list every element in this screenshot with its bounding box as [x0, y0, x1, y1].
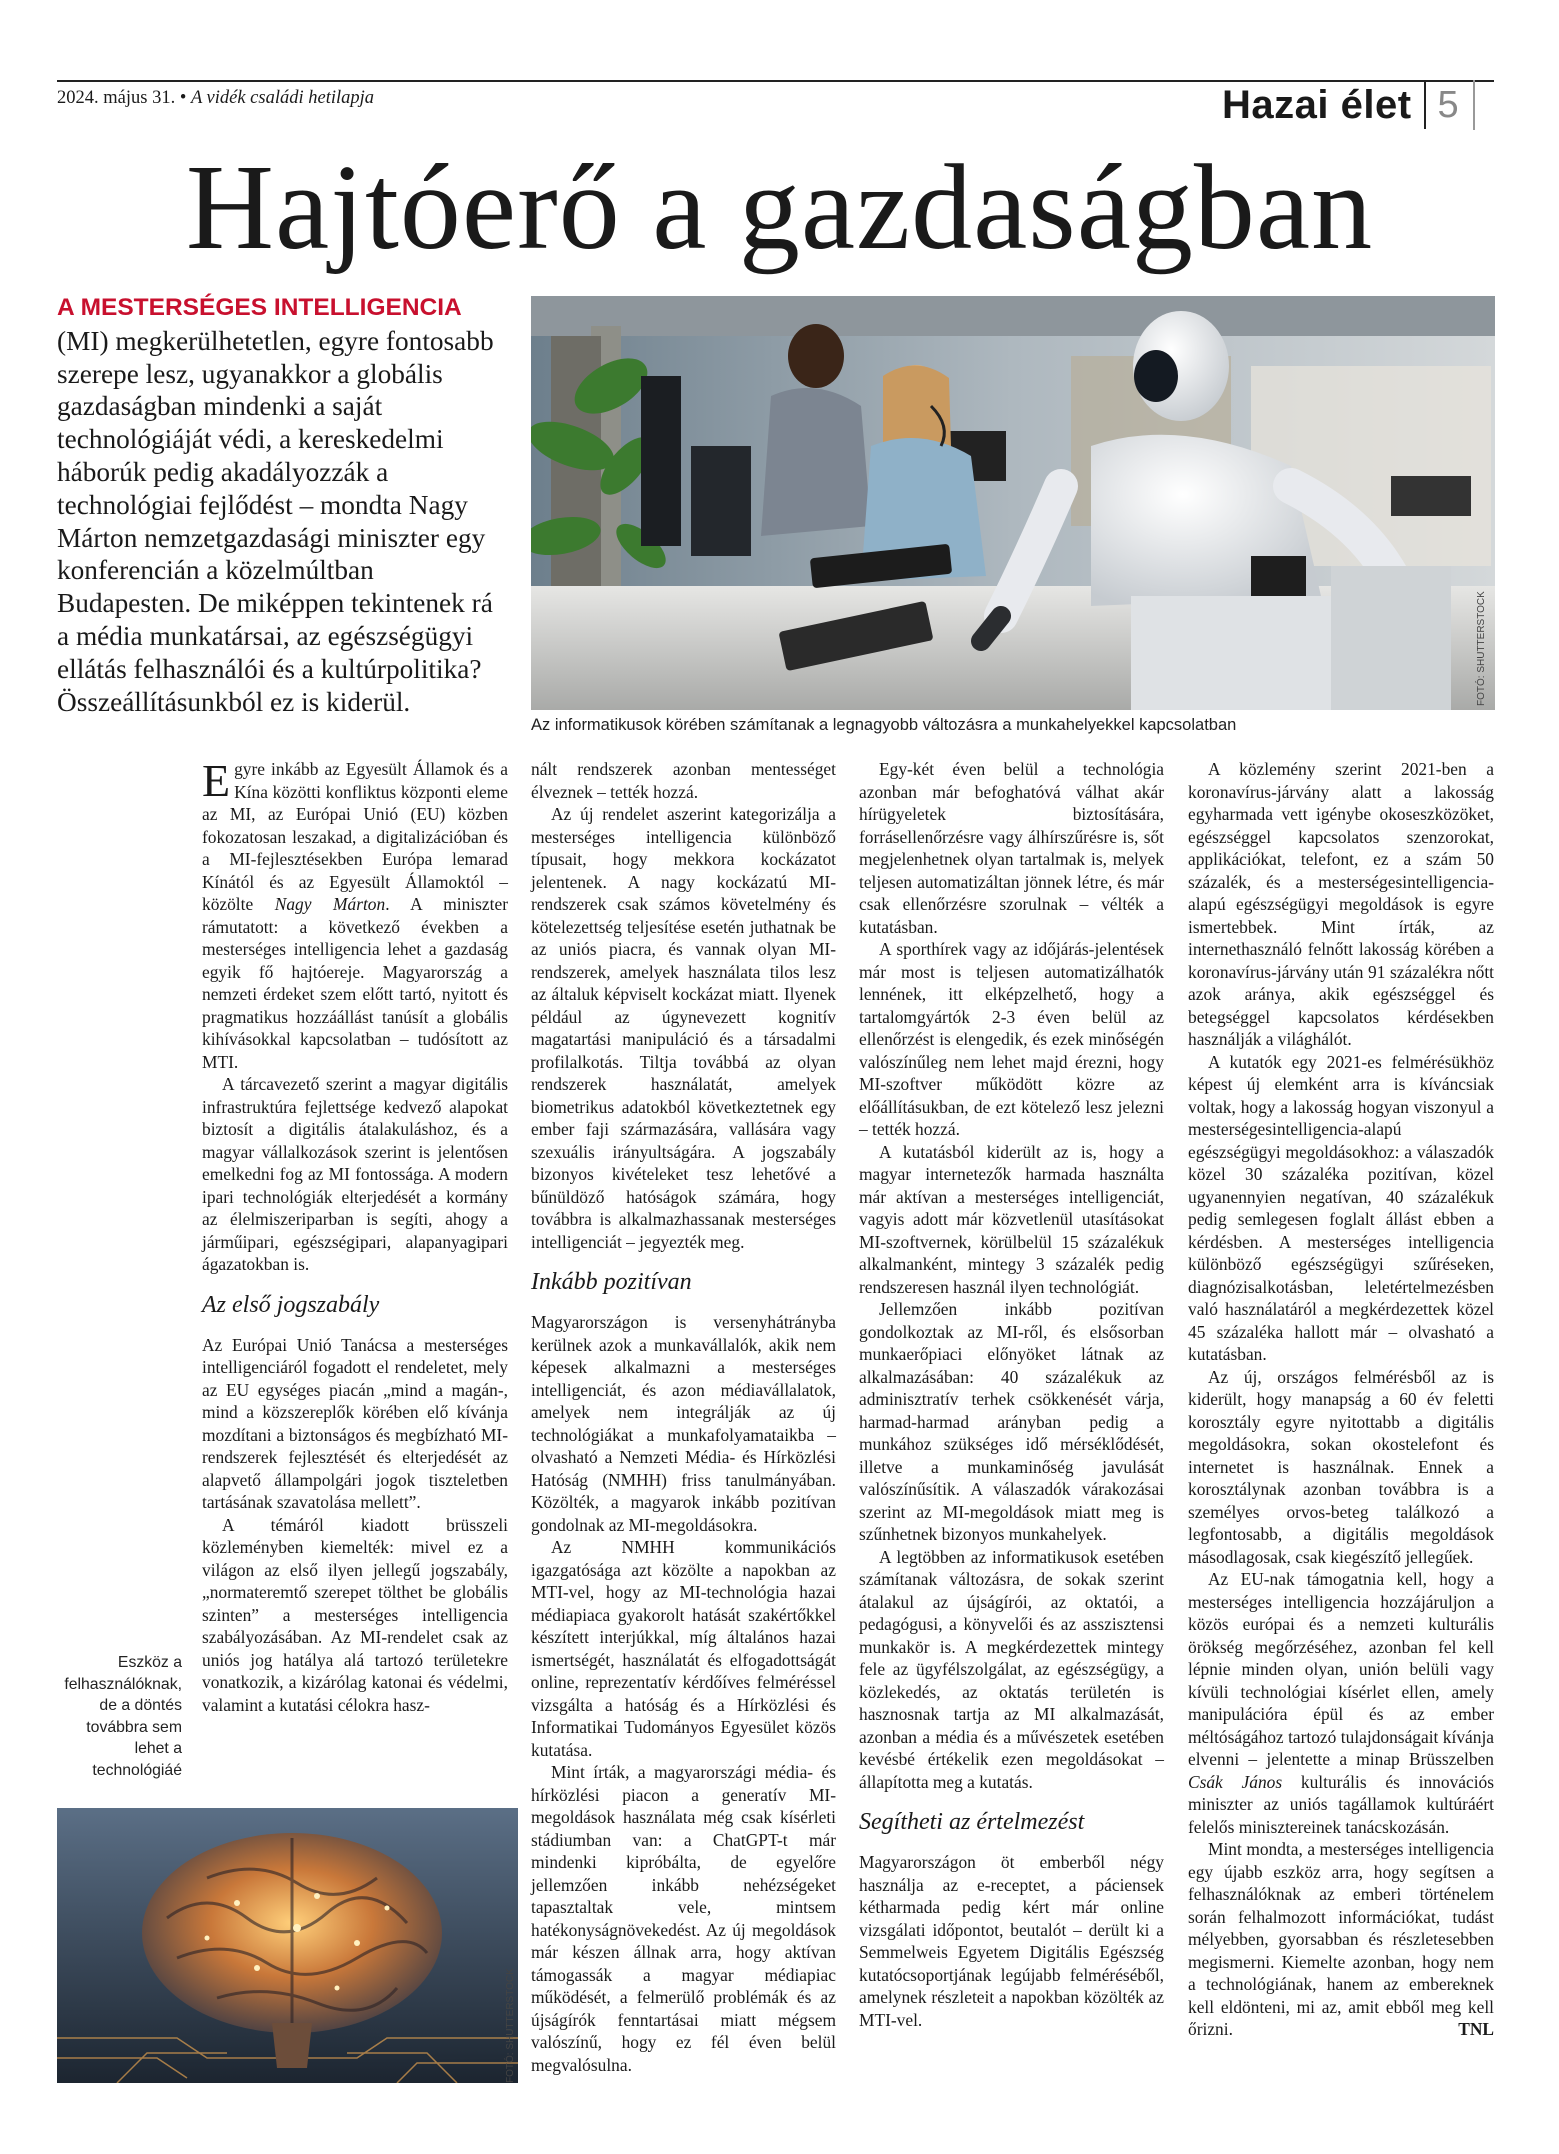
paragraph: Az NMHH kommunikációs igazgatósága azt közölte a napokban az MTI-vel, hogy az MI-technológia hazai médiapiaca gyakorolt hatását szakértőkkel készített interjúkkal, míg általános hazai ismertségét, használatát és elfogadottságát online, reprezentatív kérdőíves felméréssel vizsgálta a hatóság és a Hírközlési és Informatikai Tudományos Egyesület közös kutatása.	[531, 1537, 836, 1760]
main-photo-caption: Az informatikusok körében számítanak a legnagyobb változásra a munkahelyekkel kapcsolatban	[531, 716, 1237, 734]
page-number-divider	[1424, 81, 1426, 129]
paragraph: A tárcavezető szerint a magyar digitális infrastruktúra fejlettsége kedvező alapokat biztosít a digitális átalakuláshoz, és a magyar vállalkozások szerint is jelentősen emelkedni fog az MI fontossága. A modern ipari technológiák elterjedését a kormány az élelmiszeriparban is segíti, ahogy a járműipari, egészségipari, alapanyagipari ágazatokban is.	[202, 1074, 508, 1274]
paragraph: Egy-két éven belül a technológia azonban már befoghatóvá válhat akár hírügyeletek biztosítására, forrásellenőrzésre vagy álhírszűrésre is, sőt megjelenhetnek olyan tartalmak is, melyek teljesen automatizáltan jönnek létre, és már csak ellenőrzésre szorulnak – vélték a kutatásban.	[859, 759, 1164, 937]
paragraph: A témáról kiadott brüsszeli közleményben kiemelték: mivel ez a világon az első ilyen jellegű jogszabály, „normateremtő szerepet tölthet be globális szinten” a mesterséges intelligencia szabályozásában. Az MI-rendelet csak az uniós jog hatálya alá tartozó területekre vonatkozik, a kizárólag katonai és védelmi, valamint a kutatási célokra hasz-	[202, 1514, 508, 1715]
paragraph: A legtöbben az informatikusok esetében számítanak változásra, de sokak szerint átalakul az újságírói, az oktatói, a pedagógusi, a könyvelői és az asszisztensi munkakör is. A megkérdezettek mintegy fele az ügyfélszolgálat, az egészségügy, a közlekedés, az oktatás területén is hasznosnak tartja az MI alkalmazását, azonban a média és a művészetek esetében kevésbé értékelik ezen megoldásokat – állapította meg a kutatás.	[859, 1546, 1164, 1792]
column-4	[1188, 758, 1494, 2041]
section-header	[1222, 80, 1475, 130]
lead-kicker: A MESTERSÉGES INTELLIGENCIA	[57, 294, 462, 321]
paragraph: Magyarországon is versenyhátrányba kerülnek azok a munkavállalók, akik nem képesek alkalmazni a mesterséges intelligenciát, és azon médiavállalatok, amelyek nem integrálják az új technológiákat a munkafolyamataikba – olvasható a Nemzeti Média- és Hírközlési Hatóság (NMHH) friss tanulmányában. Közölték, a magyarok inkább pozitívan gondolnak az MI-megoldásokra.	[531, 1312, 836, 1535]
subheading: Az első jogszabály	[202, 1291, 380, 1318]
paragraph: Az Európai Unió Tanácsa a mesterséges intelligenciáról fogadott el rendeletet, mely az EU egységes piacán „mind a magán-, mind a közszereplők körében elő kívánja mozdítani a biztonságos és megbízható MI-rendszerek fejlesztését és elterjedését az alapvető állampolgári jogok tiszteletben tartásának szavatolása mellett”.	[202, 1334, 508, 1512]
paragraph: Mint írták, a magyarországi média- és hírközlési piacon a generatív MI-megoldások használata még csak kísérleti stádiumban van: a ChatGPT-t már mindenki kipróbálta, de egyelőre jellemzően inkább nehézségeket tapasztaltak vele, mintsem hatékonyságnövekedést. Az új megoldások már készen állnak arra, hogy aktívan támogassák a magyar médiapiac működését, a felmerülő problémák és az újságírók fenntartásai miatt mégsem valószínű, hogy ez fél éven belül megvalósulna.	[531, 1762, 836, 2075]
paragraph: Az új rendelet aszerint kategorizálja a mesterséges intelligencia különböző típusait, hogy mekkora kockázatot jelentenek. A nagy kockázatú MI-rendszerek csak számos követelmény és kötelezettség teljesítése esetén juthatnak be az uniós piacra, és vannak olyan MI-rendszerek, amelyek használata tilos lesz az általuk képviselt kockázat miatt. Ilyenek például az úgynevezett kognitív magatartási manipuláció és a társadalmi profilalkotás. Tiltja továbbá az olyan rendszerek használatát, amelyek biometrikus adatokból következtetnek egy ember faji származására, vallására vagy szexuális irányultságára. A jogszabály bizonyos kivételeket tesz lehetővé a bűnüldöző hatóságok számára, hogy továbbra is alkalmazhassanak mesterséges intelligenciát – jegyezték meg.	[531, 804, 836, 1252]
column-3	[859, 758, 1164, 2031]
circuit-brain-illustration	[57, 1808, 518, 2083]
subheading: Segítheti az értelmezést	[859, 1809, 1085, 1835]
bullet: •	[179, 88, 187, 108]
person-name: Nagy Márton	[274, 894, 386, 914]
issue-date: 2024. május 31.	[57, 88, 176, 108]
paragraph: A kutatásból kiderült az is, hogy a magyar internetezők harmada használta már aktívan a mesterséges intelligenciát, vagyis adott már közvetlenül utasításokat MI-szoftvernek, körülbelül 15 százalékuk alkalmanként, mintegy 3 százalék pedig rendszeresen használ ilyen technológiát.	[859, 1141, 1164, 1297]
paragraph: A kutatók egy 2021-es felmérésükhöz képest új elemként arra is kíváncsiak voltak, hogy a lakosság hogyan viszonyul a mesterségesintelligencia-alapú egészségügyi megoldásokhoz: a válaszadók közel 30 százaléka pozitívan, közel ugyanennyien negatívan, 40 százalékuk pedig semlegesen foglalt állást ebben a kérdésben. A mesterséges intelligencia különböző egészségügyi szűréseken, diagnózisalkotásban, leletértelmezésben való használatáról a megkérdezettek közel 45 százaléka hallott már – olvasható a kutatásban.	[1188, 1051, 1494, 1364]
subheading: Inkább pozitívan	[531, 1269, 692, 1295]
column-2	[531, 758, 836, 2076]
main-photo-office-robot	[531, 296, 1495, 710]
paragraph: A közlemény szerint 2021-ben a koronavírus-járvány alatt a lakosság egyharmada vett igénybe okoseszközöket, egészséggel kapcsolatos szenzorokat, applikációkat, telefont, ez a szám 50 százalék, és a mesterségesintelligencia-alapú egészségügyi megoldások is egyre ismertebbek. Mint írták, az internethasználó felnőtt lakosság körében a koronavírus-járvány után 91 százalékra nőtt azok aránya, akik egészséggel és betegséggel kapcsolatos kérdésekben használják a világhálót.	[1188, 759, 1494, 1049]
lead-text: (MI) megkerülhetetlen, egyre fontosabb szerepe lesz, ugyanakkor a globális gazdaságban mindenki a saját technológiáját védi, a kereskedelmi háborúk pedig akadályozzák a technológiai fejlődést – mondta Nagy Márton nemzetgazdasági miniszter egy konferencián a közelmúltban Budapesten. De miképpen tekintenek rá a média munkatársai, az egészségügyi ellátás felhasználói és a kultúrpolitika? Összeállításunkból ez is kiderül.	[57, 325, 494, 717]
paragraph: Magyarországon öt emberből négy használja az e-receptet, a páciensek kétharmada pedig kért már online vizsgálati időpontot, beutalót – derült ki a Semmelweis Egyetem Digitális Egészség kutatócsoportjának legújabb felméréséből, amelynek részleteit a napokban közölték az MTI-vel.	[859, 1852, 1164, 2030]
column-1	[202, 755, 508, 1716]
paragraph: nált rendszerek azonban mentességet élveznek – tették hozzá.	[531, 759, 836, 802]
paragraph: Az EU-nak támogatnia kell, hogy a mesterséges intelligencia hozzájáruljon a közös európai és a nemzeti kulturális örökség megőrzéséhez, azonban fel kell lépnie minden olyan, unión belüli vagy kívüli technológiai kísérlet ellen, amely manipulációra épül és az ember méltóságához tartozó tulajdonságait kívánja elvenni – jelentette a minap Brüsszelben Csák János kulturális és innovációs miniszter az uniós tagállamok kultúráért felelős minisztereinek tanácskozásán.	[1188, 1569, 1494, 1837]
paragraph: Az új, országos felmérésből az is kiderült, hogy manapság a 60 év feletti korosztály egyre nyitottabb a digitális megoldásokra, sokan okostelefont és internetet is használnak. Ennek a korosztálynak azonban továbbra is a személyes orvos-beteg találkozó a legfontosabb, a digitális megoldások másodlagosak, csak kiegészítő jellegűek.	[1188, 1366, 1494, 1567]
side-photo-credit: FOTÓ: SHUTTERSTOCK	[505, 1968, 516, 2083]
article-title: Hajtóerő a gazdaságban	[185, 140, 1374, 275]
lead-paragraph	[57, 290, 502, 718]
side-photo-brain	[57, 1808, 518, 2083]
section-name: Hazai élet	[1222, 82, 1412, 127]
paragraph: Egyre inkább az Egyesült Államok és a Kína közötti konfliktus központi eleme az MI, az Európai Unió (EU) közben fokozatosan leszakad, a digitalizációban és a MI-fejlesztésekben Európa lemarad Kínától és az Egyesült Államoktól – közölte Nagy Márton. A miniszter rámutatott: a következő években a mesterséges intelligencia lehet a gazdaság egyik fő hajtóereje. Magyarország a nemzeti érdeket szem előtt tartó, nyitott és pragmatikus hozzáállást tanúsít a globális kihívásokkal kapcsolatban – tudósított az MTI.	[202, 755, 508, 1072]
side-photo-caption: Eszköz a felhasználóknak, de a döntés továbbra sem lehet a technológiáé	[64, 1654, 182, 1779]
paragraph: Mint mondta, a mesterséges intelligencia egy újabb eszköz arra, hogy segítsen a felhasználóknak az emberi történelem során felhalmozott információkat, tudást mélyebben, gyorsabban és részletesebben megismerni. Kiemelte azonban, hogy nem a technológiának, hanem az embereknek kell eldönteni, mi az, amit ebből meg kell őrizni. TNL	[1188, 1839, 1494, 2039]
person-name: Csák János	[1188, 1771, 1283, 1792]
office-robot-illustration	[531, 296, 1495, 710]
page-number: 5	[1437, 83, 1459, 126]
publication-tagline: A vidék családi hetilapja	[190, 88, 375, 108]
page-number-right-divider	[1473, 80, 1475, 130]
paragraph: A sporthírek vagy az időjárás-jelentések már most is teljesen automatizálhatók lennének, itt elképzelhető, hogy a tartalomgyártók 2-3 éven belül az ellenőrzést is elengedik, és ezek minőségén valószínűleg nem lehet majd érezni, hogy MI-szoftver működött közre az előállításukban, de ezt kötelező lesz jelezni – tették hozzá.	[859, 939, 1164, 1139]
issue-line	[57, 88, 374, 109]
drop-cap: E	[202, 755, 231, 806]
paragraph: Jellemzően inkább pozitívan gondolkoztak az MI-ről, és elsősorban munkaerőpiaci előnyöket látnak az alkalmazásában: 40 százalékuk az adminisztratív terhek csökkenését várja, harmad-harmad arányban pedig a munkához szükséges idő mérséklődését, illetve a munkaminőség javulását valószínűsítik. A válaszadók várakozásai szerint az MI-megoldások miatt meg is szűnhetnek bizonyos munkahelyek.	[859, 1299, 1164, 1544]
author-signature: TNL	[1458, 2019, 1494, 2039]
main-photo-credit: FOTÓ: SHUTTERSTOCK	[1476, 591, 1487, 706]
